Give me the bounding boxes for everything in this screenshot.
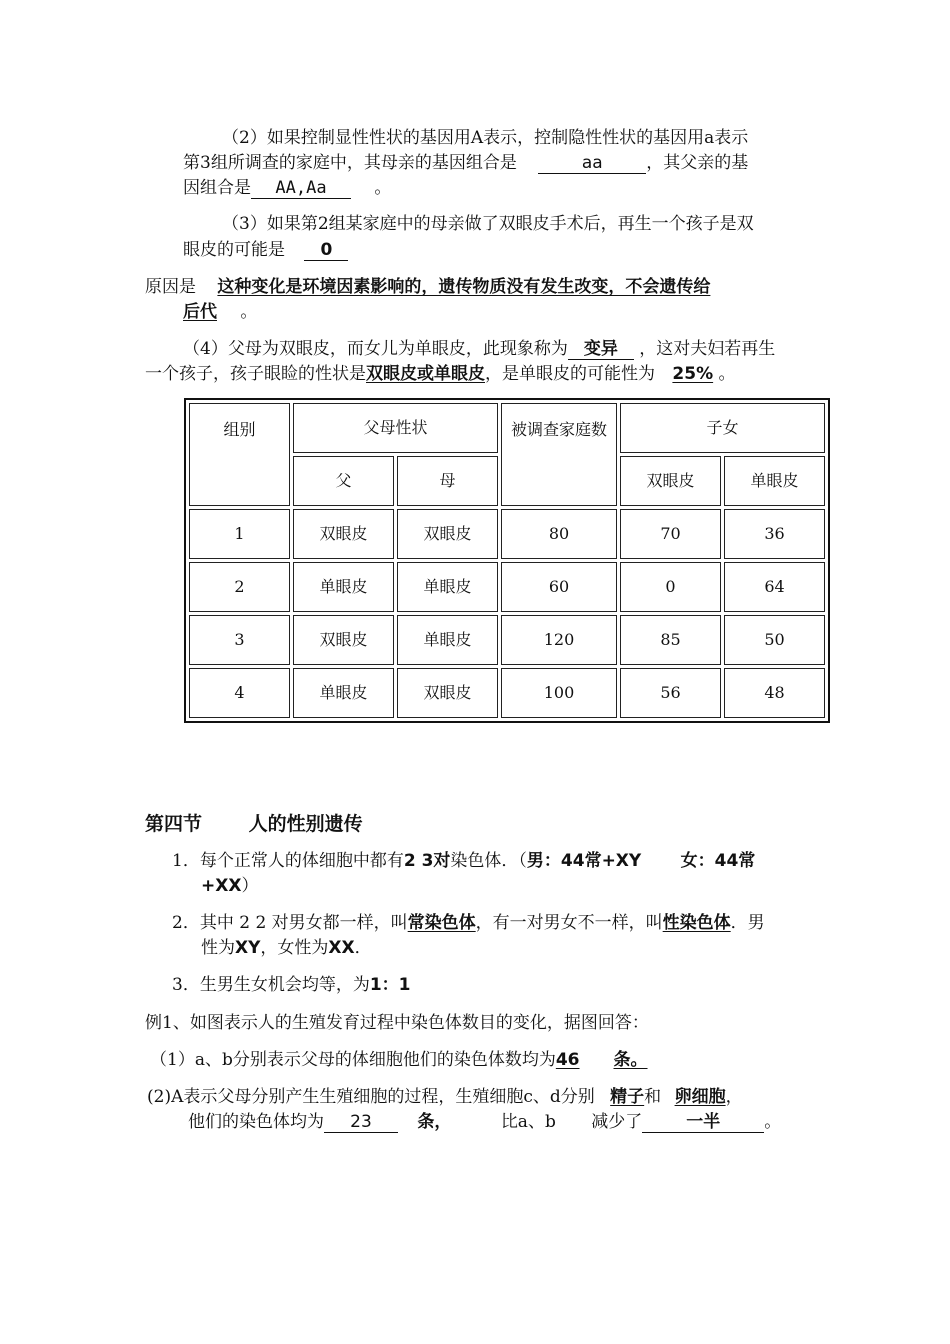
cell-father: 双眼皮	[293, 509, 394, 559]
answer-sperm: 精子	[610, 1087, 645, 1107]
cell-father: 单眼皮	[293, 668, 394, 718]
item1-chromosome-pairs: 2 3对	[403, 851, 451, 871]
cell-mother: 单眼皮	[397, 562, 498, 612]
item3-line	[172, 973, 411, 997]
reason-answer-line1: 这种变化是环境因素影响的，遗传物质没有发生改变，不会遗传给	[217, 277, 711, 297]
cell-families: 100	[501, 668, 617, 718]
cell-families: 60	[501, 562, 617, 612]
section-title	[145, 812, 363, 836]
example1-q2-comma: ，	[725, 1087, 743, 1107]
item2-mid: ，有一对男女不一样，叫	[475, 913, 663, 933]
answer-variation: 变异	[568, 339, 634, 360]
cell-single: 64	[724, 562, 825, 612]
header-parents: 父母性状	[293, 403, 498, 453]
example1-q2-line2	[188, 1110, 781, 1134]
q4-line1-prefix: （4）父母为双眼皮，而女儿为单眼皮，此现象称为	[183, 339, 568, 359]
q3-line2-prefix: 眼皮的可能是	[183, 240, 285, 260]
item1-mid: 染色体．（	[450, 851, 527, 871]
header-mother: 母	[397, 456, 498, 506]
answer-egg: 卵细胞	[674, 1087, 726, 1107]
item2-line1	[172, 911, 765, 935]
example1-q2-line2-prefix: 他们的染色体均为	[188, 1112, 324, 1132]
answer-chromosome-unit: 条。	[613, 1050, 648, 1070]
q4-line1	[183, 337, 775, 361]
example1-q2-reduced: 减少了	[591, 1112, 643, 1132]
item2-autosome: 常染色体	[407, 913, 476, 933]
q2-line2-prefix: 第3组所调查的家庭中，其母亲的基因组合是	[183, 153, 517, 173]
header-children: 子女	[620, 403, 825, 453]
item1-prefix: 1．每个正常人的体细胞中都有	[172, 851, 404, 871]
item2-suffix: ．男	[730, 913, 765, 933]
cell-double: 56	[620, 668, 721, 718]
answer-trait: 双眼皮或单眼皮	[366, 364, 485, 384]
example1-q1	[150, 1048, 648, 1072]
header-single-eyelid: 单眼皮	[724, 456, 825, 506]
answer-half: 一半	[642, 1112, 764, 1133]
example1-q2-compare: 比a、b	[500, 1112, 556, 1132]
example1-q1-prefix: （1）a、b分别表示父母的体细胞他们的染色体数均为	[150, 1050, 556, 1070]
item3-prefix: 3．生男生女机会均等，为	[172, 975, 370, 995]
q3-reason-line2	[183, 300, 257, 324]
section-number: 第四节	[145, 813, 203, 835]
item2-sex-chromosome: 性染色体	[662, 913, 731, 933]
q2-line1: （2）如果控制显性性状的基因用A表示，控制隐性性状的基因用a表示	[222, 128, 749, 148]
cell-group: 1	[189, 509, 290, 559]
answer-probability-double: 0	[304, 240, 348, 261]
answer-gamete-count: 23	[324, 1112, 398, 1133]
q3-line2	[183, 238, 348, 262]
item1-end: ）	[241, 876, 259, 896]
item2-male-xy: XY	[235, 938, 261, 958]
item2-line2-b: ，女性为	[260, 938, 329, 958]
q2-line2	[183, 151, 748, 175]
item1-female-karyotype: 女：44常	[680, 851, 756, 871]
cell-mother: 单眼皮	[397, 615, 498, 665]
cell-group: 3	[189, 615, 290, 665]
q3-reason-line1	[145, 275, 710, 299]
answer-gamete-unit: 条，	[417, 1112, 452, 1132]
q4-line1-suffix: ，这对夫妇若再生	[639, 339, 776, 359]
cell-father: 双眼皮	[293, 615, 394, 665]
q2-line3-prefix: 因组合是	[183, 178, 251, 198]
q2-line2-suffix: ，其父亲的基	[646, 153, 749, 173]
cell-single: 50	[724, 615, 825, 665]
item1-female-sex: +XX	[201, 876, 242, 896]
item2-female-xx: XX	[328, 938, 355, 958]
q4-line2	[145, 362, 736, 386]
table-row	[189, 668, 825, 718]
table-row	[189, 615, 825, 665]
q2-line3	[183, 176, 391, 200]
q3-line1: （3）如果第2组某家庭中的母亲做了双眼皮手术后，再生一个孩子是双	[222, 214, 754, 234]
cell-single: 36	[724, 509, 825, 559]
reason-label: 原因是	[145, 277, 196, 297]
example1-q2-prefix: (2)A表示父母分别产生生殖细胞的过程，生殖细胞c、d分别	[147, 1087, 595, 1107]
table-row	[189, 562, 825, 612]
reason-answer-line2: 后代	[183, 302, 217, 322]
answer-chromosome-count: 46	[555, 1050, 580, 1070]
answer-mother-genotype: aa	[538, 153, 646, 174]
header-families-text: 被调查家庭数	[511, 420, 608, 439]
cell-mother: 双眼皮	[397, 668, 498, 718]
reason-end: 。	[240, 302, 258, 322]
header-double-eyelid: 双眼皮	[620, 456, 721, 506]
q4-line2-suffix: 。	[718, 364, 736, 384]
example1-intro: 例1、如图表示人的生殖发育过程中染色体数目的变化，据图回答：	[145, 1013, 649, 1033]
item1-male-karyotype: 男：44常+XY	[526, 851, 642, 871]
section-name: 人的性别遗传	[248, 813, 363, 835]
survey-table	[184, 398, 830, 723]
cell-double: 0	[620, 562, 721, 612]
cell-group: 4	[189, 668, 290, 718]
cell-father: 单眼皮	[293, 562, 394, 612]
item1-line1	[172, 849, 755, 873]
answer-single-probability: 25%	[672, 364, 714, 384]
q2-line3-suffix: 。	[374, 178, 392, 198]
cell-double: 85	[620, 615, 721, 665]
q4-line2-mid: ，是单眼皮的可能性为	[485, 364, 655, 384]
example1-q2-end: 。	[764, 1112, 782, 1132]
table-row	[189, 509, 825, 559]
header-families	[501, 403, 617, 506]
item2-line2	[201, 936, 372, 960]
cell-single: 48	[724, 668, 825, 718]
item2-line2-end: ．	[354, 938, 372, 958]
item2-prefix: 2．其中 2 2 对男女都一样，叫	[172, 913, 408, 933]
header-group: 组别	[189, 403, 290, 506]
example1-q2-and: 和	[644, 1087, 662, 1107]
cell-families: 120	[501, 615, 617, 665]
answer-father-genotype: AA,Aa	[251, 178, 351, 199]
item3-ratio: 1：1	[369, 975, 411, 995]
cell-families: 80	[501, 509, 617, 559]
q4-line2-prefix: 一个孩子，孩子眼睑的性状是	[145, 364, 366, 384]
item2-line2-a: 性为	[201, 938, 235, 958]
example1-q2-line1	[147, 1085, 743, 1109]
cell-group: 2	[189, 562, 290, 612]
item1-line2	[201, 874, 258, 898]
header-father: 父	[293, 456, 394, 506]
cell-mother: 双眼皮	[397, 509, 498, 559]
cell-double: 70	[620, 509, 721, 559]
